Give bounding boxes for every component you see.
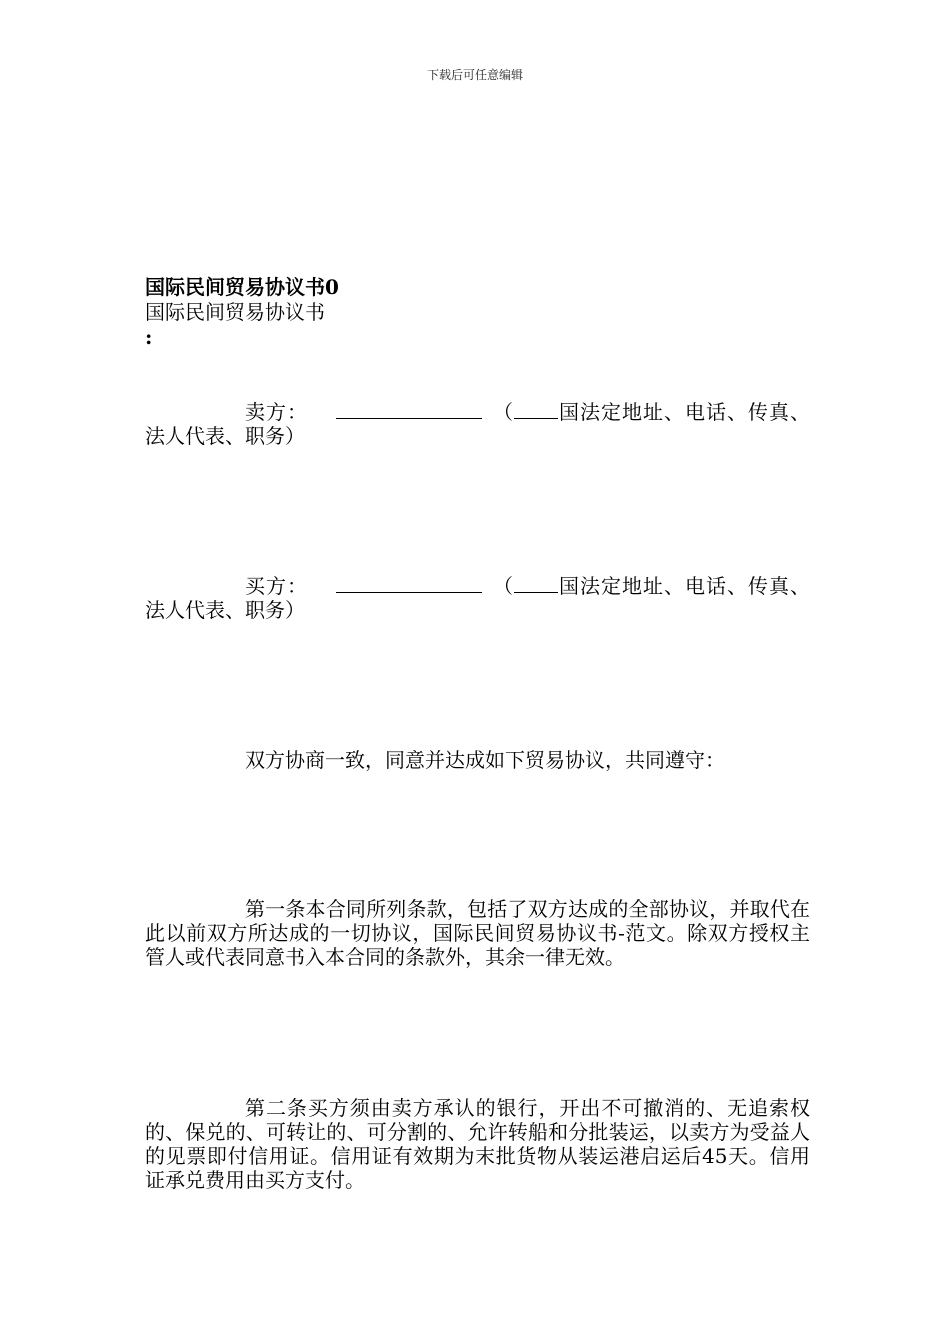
document-subtitle: 国际民间贸易协议书 [145,300,325,324]
agreement-paragraph: 双方协商一致，同意并达成如下贸易协议，共同遵守： [245,748,725,772]
page-header-note: 下载后可任意编辑 [426,68,523,82]
seller-name-blank [336,400,482,419]
buyer-detail: 国法定地址、电话、传真、法人代表、职务） [145,574,810,622]
seller-detail: 国法定地址、电话、传真、法人代表、职务） [145,400,810,448]
buyer-label: 买方： [245,574,308,598]
seller-paragraph [145,400,810,448]
colon-mark: : [145,325,153,349]
buyer-name-blank [336,574,482,593]
document-title: 国际民间贸易协议书0 [145,275,339,299]
buyer-country-blank [514,574,558,593]
article-2-paragraph: 第二条买方须由卖方承认的银行，开出不可撤消的、无追索权的、保兑的、可转让的、可分割的、允许转船和分批装运，以卖方为受益人的见票即付信用证。信用证有效期为末批货物从装运港启运后45天。信用证承兑费用由买方支付。 [145,1096,810,1192]
seller-label: 卖方： [245,400,308,424]
buyer-paragraph [145,574,810,622]
buyer-open-paren: （ [492,574,514,598]
article-1-paragraph: 第一条本合同所列条款，包括了双方达成的全部协议，并取代在此以前双方所达成的一切协议，国际民间贸易协议书-范文。除双方授权主管人或代表同意书入本合同的条款外，其余一律无效。 [145,897,810,969]
seller-country-blank [514,400,558,419]
seller-open-paren: （ [492,400,514,424]
